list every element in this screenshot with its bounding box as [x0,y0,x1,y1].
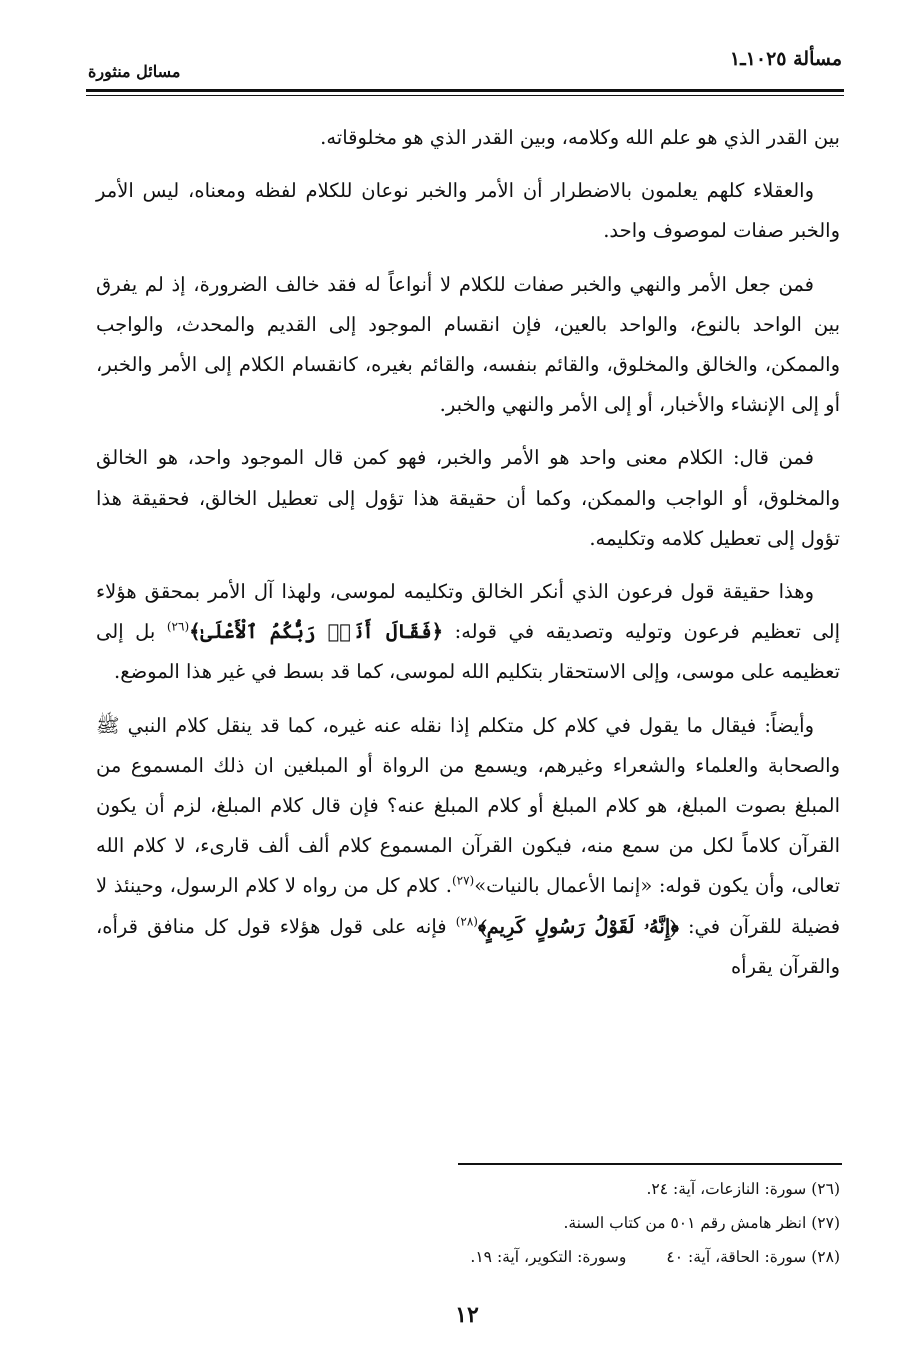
footnote-27: (٢٧) انظر هامش رقم ٥٠١ من كتاب السنة. [563,1214,840,1232]
quran-verse-2: ﴿إِنَّهُۥ لَقَوْلُ رَسُولٍ كَرِيمٍ﴾ [477,914,679,938]
paragraph-5 [96,572,840,693]
footnote-28-second: وسورة: التكوير، آية: ١٩. [470,1248,627,1266]
footnote-28-first: (٢٨) سورة: الحاقة، آية: ٤٠ [666,1248,840,1266]
paragraph-6-text-middle: . كلام كل من رواه لا كلام الرسول، وحينئذ لا فضيلة للقرآن في: [96,874,841,938]
footnote-28 [96,1240,840,1274]
paragraph-4: فمن قال: الكلام معنى واحد هو الأمر والخبر، فهو كمن قال الموجود واحد، هو الخالق والمخلوق، أو الواجب والممكن، وكما أن حقيقة هذا تؤول إلى تعطيل الخالق، فحقيقة هذا تؤول إلى تعطيل كلامه وتكليمه. [96,446,840,550]
issue-number: مسألة ١٠٢٥ـ١ [729,48,842,70]
footnote-ref-26: (٢٦) [166,619,190,634]
paragraph-5-text-end: بل إلى تعظيمه على موسى، وإلى الاستحقار بتكليم الله لموسى، كما قد بسط في غير هذا الموضع. [96,620,840,684]
paragraph-2: والعقلاء كلهم يعلمون بالاضطرار أن الأمر والخبر نوعان للكلام لفظه ومعناه، ليس الأمر والخبر صفات لموصوف واحد. [96,179,840,243]
footnotes [96,1172,840,1274]
paragraph-6 [96,706,840,987]
footnote-26: (٢٦) سورة: النازعات، آية: ٢٤. [646,1180,840,1198]
paragraph-6-text-end: فإنه على قول هؤلاء قول كل منافق قرأه، والقرآن يقرأه [96,914,840,978]
footnote-ref-28: (٢٨) [455,914,478,929]
paragraph-6-text: وأيضاً: فيقال ما يقول في كلام كل متكلم إذا نقله عنه غيره، كما قد ينقل كلام النبي ﷺ والصحابة والعلماء والشعراء وغيرهم، ويسمع من الرواة أو المبلغين ان ذلك المسموع من المبلغ بصوت المبلغ، هو كلام المبلغ أو كلام المبلغ عنه؟ فإن قال كلام المبلغ، لزم أن يكون القرآن كلاماً لكل من سمع منه، فيكون القرآن المسموع كلام ألف ألف قارىء، لا كلام الله تعالى، وأن يكون قوله: «إنما الأعمال بالنيات» [96,713,840,898]
body-text [96,118,840,1000]
page-number: ١٢ [455,1302,479,1328]
header-rule-thin [86,95,844,96]
footnote-rule [458,1163,842,1165]
paragraph-3: فمن جعل الأمر والنهي والخبر صفات للكلام لا أنواعاً له فقد خالف الضرورة، إذ لم يفرق بين الواحد بالنوع، والواحد بالعين، فإن انقسام الموجود إلى القديم والمحدث، والواجب والممكن، والخالق والمخلوق، والقائم بنفسه، والقائم بغيره، كانقسام الكلام إلى الأمر والخبر، أو إلى الإنشاء والأخبار، أو إلى الأمر والنهي والخبر. [96,272,840,417]
section-title: مسائل منثورة [88,62,181,81]
quran-verse-1: ﴿فَقَالَ أَنَا۠ رَبُّكُمُ ٱلْأَعْلَىٰ﴾ [189,620,444,644]
page-header [88,48,842,88]
paragraph-5-text: وهذا حقيقة قول فرعون الذي أنكر الخالق وتكليمه لموسى، ولهذا آل الأمر بمحقق هؤلاء إلى تعظيم فرعون وتوليه وتصديقه في قوله: [96,580,841,644]
footnote-ref-27: (٢٧) [451,873,475,888]
paragraph-1: بين القدر الذي هو علم الله وكلامه، وبين القدر الذي هو مخلوقاته. [320,126,840,149]
header-rule-thick [86,89,844,92]
